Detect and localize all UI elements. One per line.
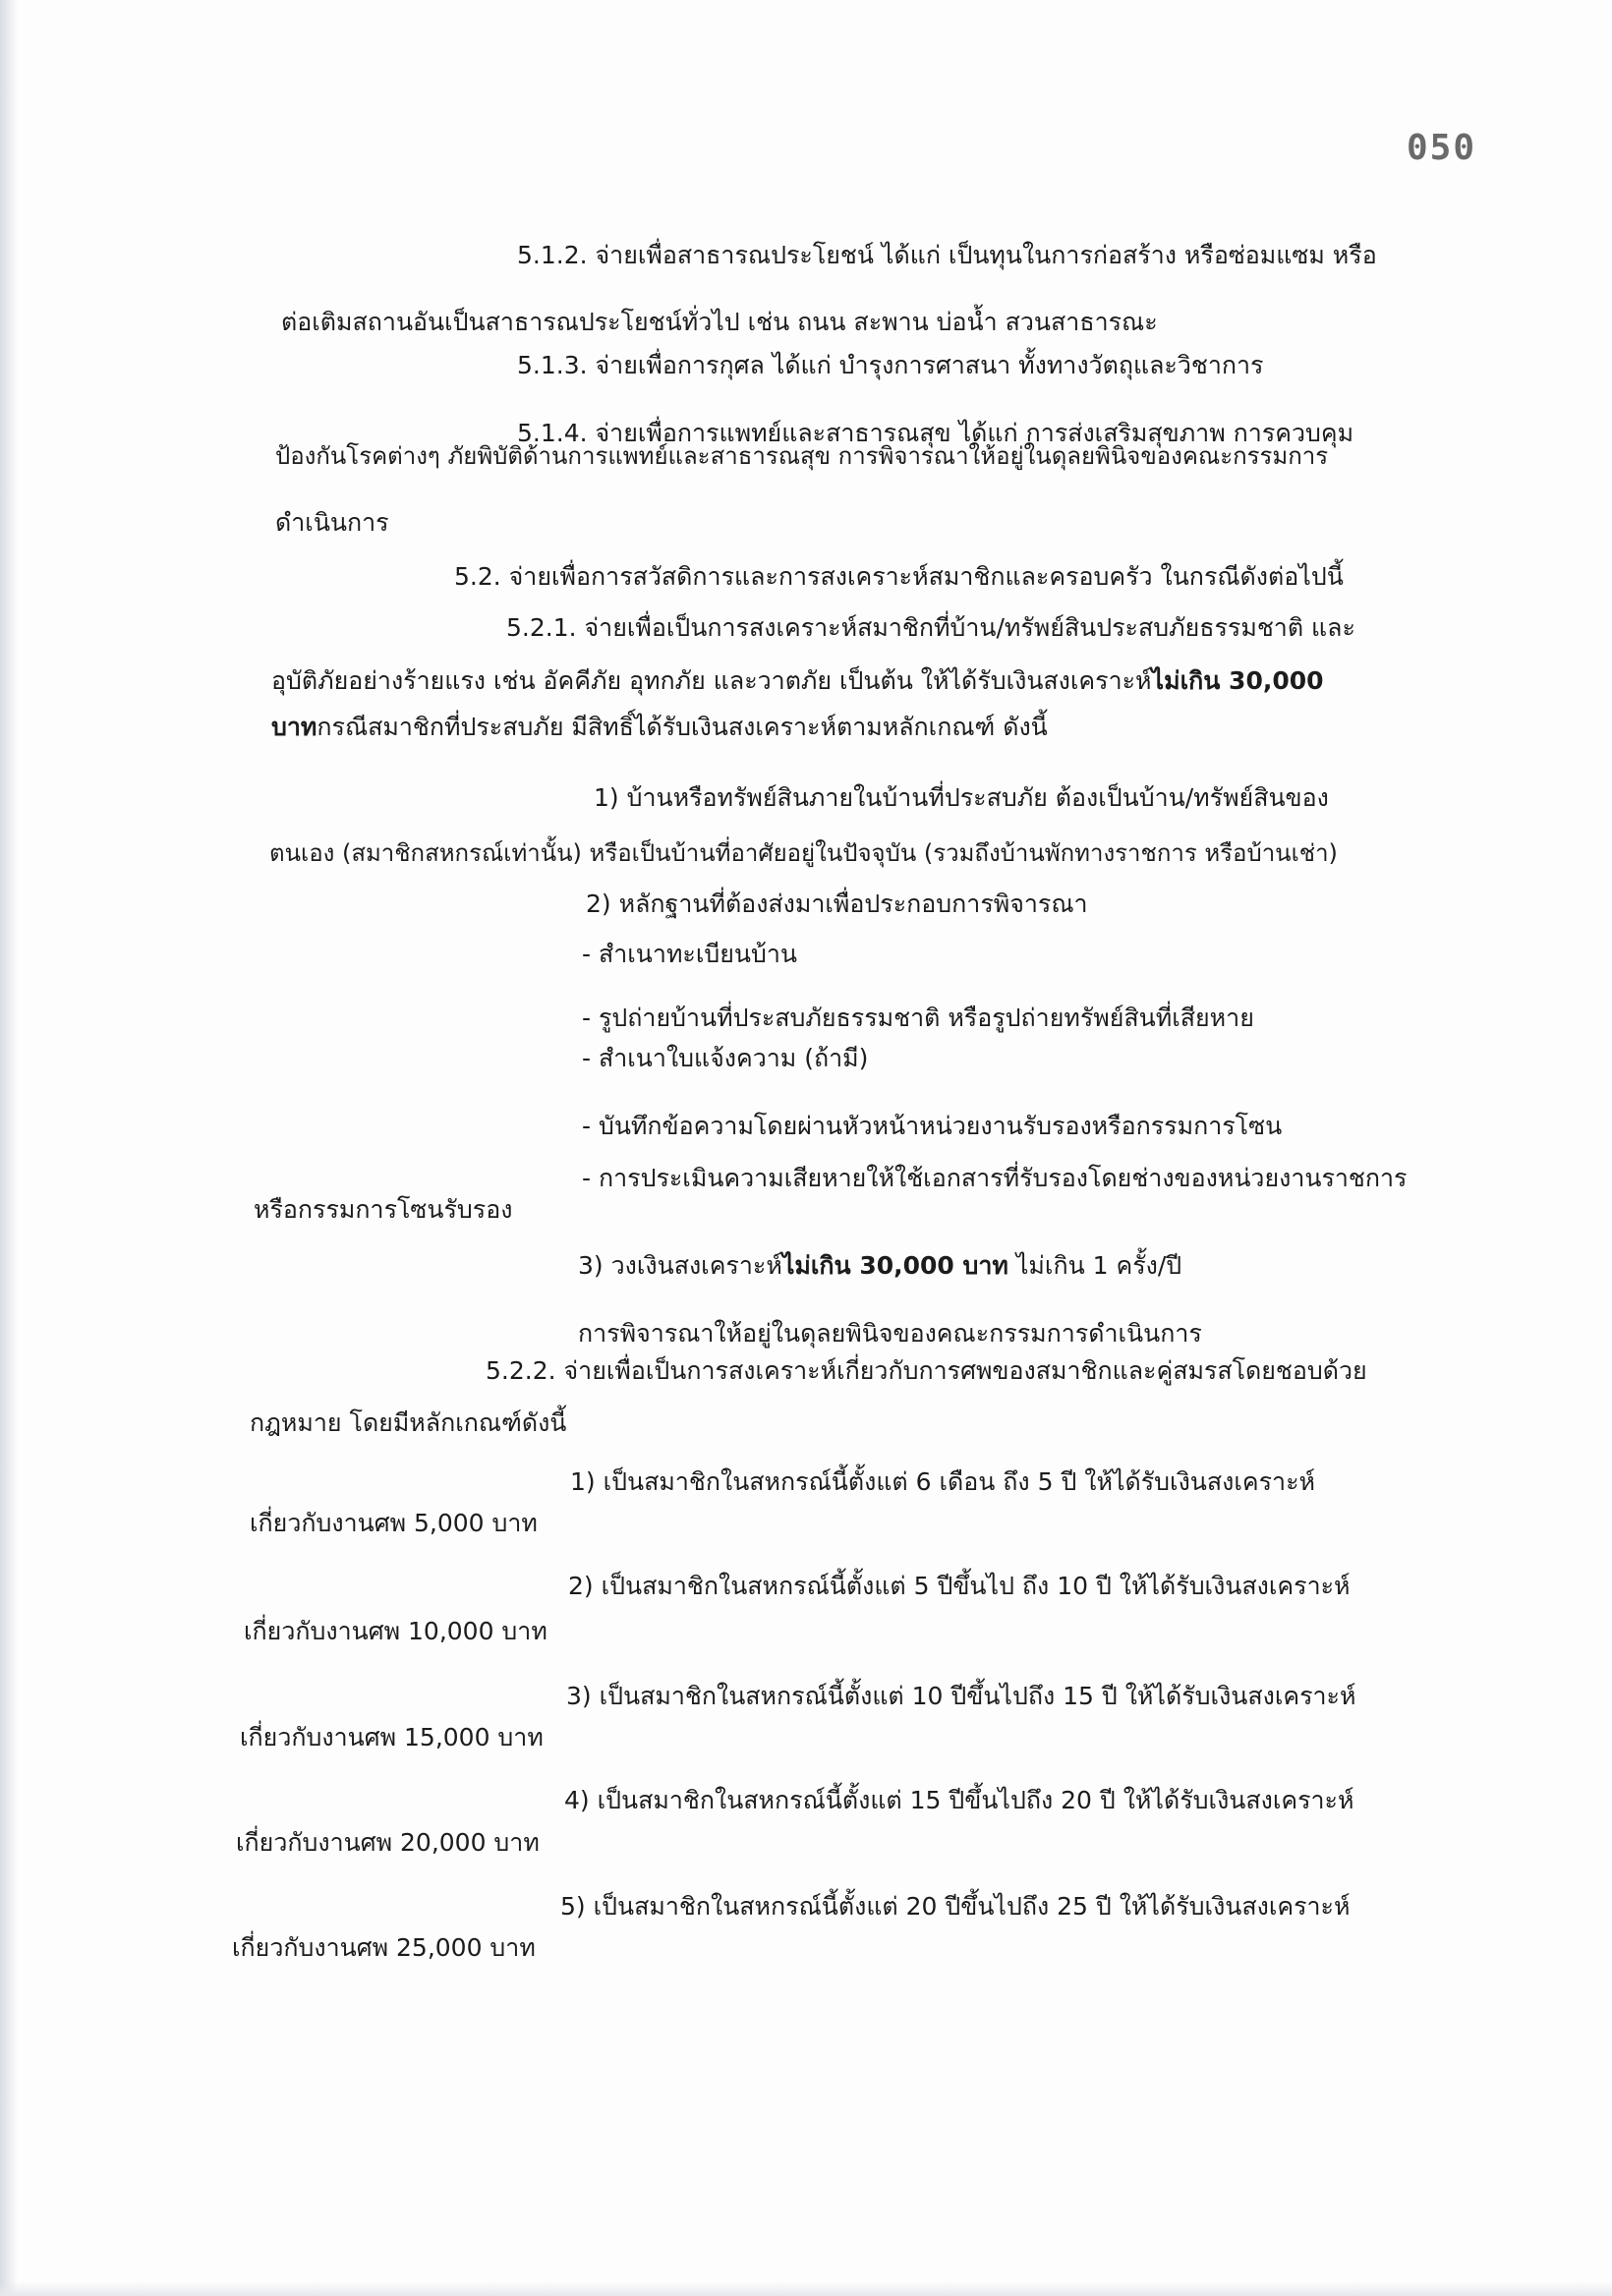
text-line: - การประเมินความเสียหายให้ใช้เอกสารที่รับรองโดยช่างของหน่วยงานราชการ [582, 1164, 1408, 1192]
text-line: - บันทึกข้อความโดยผ่านหัวหน้าหน่วยงานรับรองหรือกรรมการโซน [582, 1112, 1283, 1140]
text-line: 1) บ้านหรือทรัพย์สินภายในบ้านที่ประสบภัย ต้องเป็นบ้าน/ทรัพย์สินของ [594, 783, 1329, 812]
scan-edge-shadow-bottom [0, 2282, 1612, 2296]
scan-edge-shadow [0, 0, 18, 2296]
text-line: - สำเนาทะเบียนบ้าน [582, 940, 797, 968]
text-segment-bold: ไม่เกิน 30,000 บาท [781, 1251, 1008, 1280]
text-line: ต่อเติมสถานอันเป็นสาธารณประโยชน์ทั่วไป เช่น ถนน สะพาน บ่อน้ำ สวนสาธารณะ [281, 308, 1158, 336]
text-line: 3) เป็นสมาชิกในสหกรณ์นี้ตั้งแต่ 10 ปีขึ้นไปถึง 15 ปี ให้ได้รับเงินสงเคราะห์ [566, 1682, 1356, 1710]
text-segment: กรณีสมาชิกที่ประสบภัย มีสิทธิ์ได้รับเงินสงเคราะห์ตามหลักเกณฑ์ ดังนี้ [317, 713, 1048, 741]
text-line: เกี่ยวกับงานศพ 20,000 บาท [236, 1828, 540, 1857]
text-line: กฎหมาย โดยมีหลักเกณฑ์ดังนี้ [250, 1408, 567, 1437]
text-segment: 3) วงเงินสงเคราะห์ [578, 1251, 782, 1280]
text-line: ตนเอง (สมาชิกสหกรณ์เท่านั้น) หรือเป็นบ้านที่อาศัยอยู่ในปัจจุบัน (รวมถึงบ้านพักทางราชการ หรือบ้านเช่า) [269, 839, 1338, 867]
text-line: การพิจารณาให้อยู่ในดุลยพินิจของคณะกรรมการดำเนินการ [578, 1319, 1202, 1348]
text-line: หรือกรรมการโซนรับรอง [254, 1195, 513, 1224]
text-line [271, 708, 1048, 747]
text-line: 4) เป็นสมาชิกในสหกรณ์นี้ตั้งแต่ 15 ปีขึ้นไปถึง 20 ปี ให้ได้รับเงินสงเคราะห์ [564, 1786, 1354, 1814]
text-line: - สำเนาใบแจ้งความ (ถ้ามี) [582, 1044, 869, 1072]
text-line: เกี่ยวกับงานศพ 5,000 บาท [250, 1509, 538, 1537]
text-line: 5.2. จ่ายเพื่อการสวัสดิการและการสงเคราะห์สมาชิกและครอบครัว ในกรณีดังต่อไปนี้ [454, 562, 1344, 591]
text-line: 2) เป็นสมาชิกในสหกรณ์นี้ตั้งแต่ 5 ปีขึ้นไป ถึง 10 ปี ให้ได้รับเงินสงเคราะห์ [568, 1572, 1351, 1600]
text-line: 2) หลักฐานที่ต้องส่งมาเพื่อประกอบการพิจารณา [586, 890, 1088, 918]
text-line [271, 661, 1324, 701]
text-segment: ไม่เกิน 1 ครั้ง/ปี [1008, 1251, 1182, 1280]
text-line: เกี่ยวกับงานศพ 25,000 บาท [232, 1933, 536, 1962]
text-line: 5.1.4. จ่ายเพื่อการแพทย์และสาธารณสุข ได้แก่ การส่งเสริมสุขภาพ การควบคุม [517, 419, 1354, 447]
text-line: ดำเนินการ [275, 508, 389, 537]
text-line: 5.2.1. จ่ายเพื่อเป็นการสงเคราะห์สมาชิกที่บ้าน/ทรัพย์สินประสบภัยธรรมชาติ และ [506, 613, 1355, 642]
text-line: - รูปถ่ายบ้านที่ประสบภัยธรรมชาติ หรือรูปถ่ายทรัพย์สินที่เสียหาย [582, 1004, 1254, 1032]
page-number: 050 [1407, 128, 1477, 168]
text-line: เกี่ยวกับงานศพ 10,000 บาท [244, 1617, 547, 1645]
text-segment-bold: บาท [271, 713, 317, 741]
text-segment-bold: ไม่เกิน 30,000 [1151, 666, 1324, 695]
text-line: 5.1.3. จ่ายเพื่อการกุศล ได้แก่ บำรุงการศาสนา ทั้งทางวัตถุและวิชาการ [517, 351, 1264, 379]
text-segment: อุบัติภัยอย่างร้ายแรง เช่น อัคคีภัย อุทกภัย และวาตภัย เป็นต้น ให้ได้รับเงินสงเคราะห์ [271, 666, 1152, 695]
text-line: 5.1.2. จ่ายเพื่อสาธารณประโยชน์ ได้แก่ เป็นทุนในการก่อสร้าง หรือซ่อมแซม หรือ [517, 241, 1377, 269]
text-line: เกี่ยวกับงานศพ 15,000 บาท [240, 1723, 544, 1751]
text-line: ป้องกันโรคต่างๆ ภัยพิบัติด้านการแพทย์และสาธารณสุข การพิจารณาให้อยู่ในดุลยพินิจของคณะกรรมการ [275, 442, 1329, 470]
text-line: 5) เป็นสมาชิกในสหกรณ์นี้ตั้งแต่ 20 ปีขึ้นไปถึง 25 ปี ให้ได้รับเงินสงเคราะห์ [560, 1892, 1351, 1921]
text-line: 5.2.2. จ่ายเพื่อเป็นการสงเคราะห์เกี่ยวกับการศพของสมาชิกและคู่สมรสโดยชอบด้วย [486, 1356, 1367, 1385]
text-line [578, 1246, 1181, 1286]
text-line: 1) เป็นสมาชิกในสหกรณ์นี้ตั้งแต่ 6 เดือน ถึง 5 ปี ให้ได้รับเงินสงเคราะห์ [570, 1467, 1315, 1496]
